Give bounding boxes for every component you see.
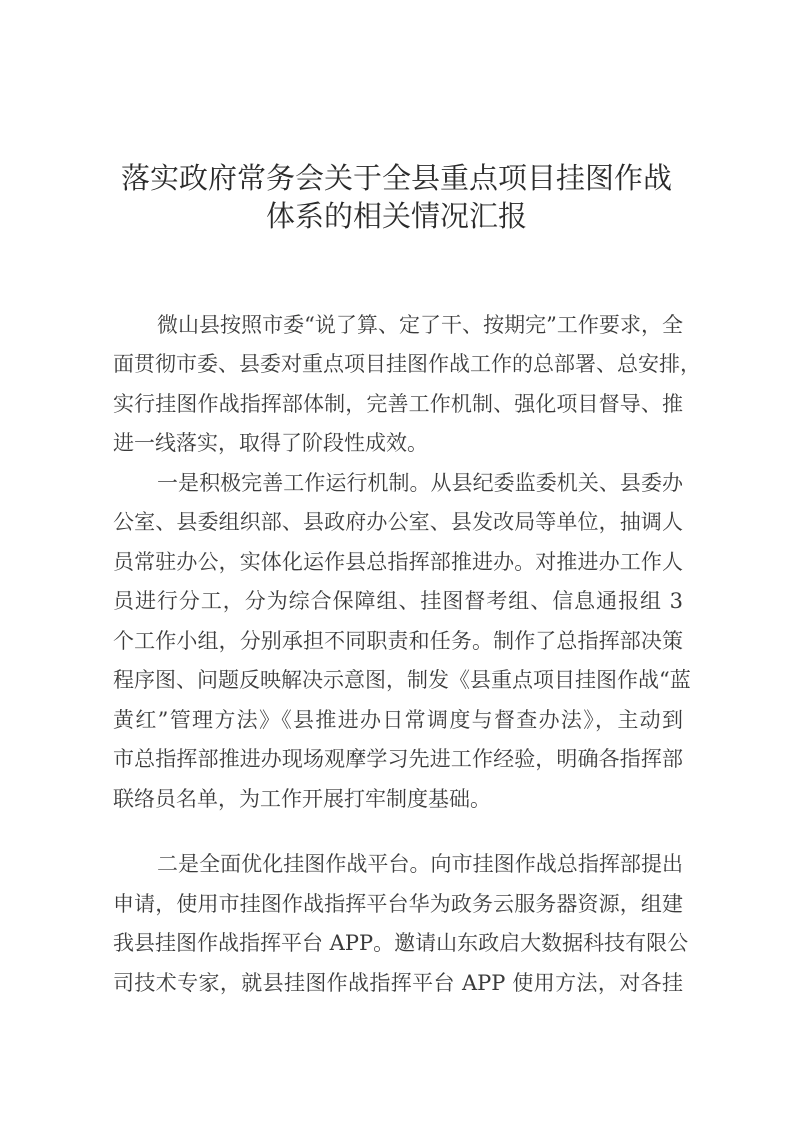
document-title-line-1: 落实政府常务会关于全县重点项目挂图作战 bbox=[120, 161, 672, 195]
text-line: 员进行分工，分为综合保障组、挂图督考组、信息通报组 3 bbox=[113, 589, 683, 613]
text-line: 一是积极完善工作运行机制。从县纪委监委机关、县委办 bbox=[157, 471, 683, 495]
text-line: 个工作小组，分别承担不同职责和任务。制作了总指挥部决策 bbox=[113, 629, 683, 653]
text-line: 二是全面优化挂图作战平台。向市挂图作战总指挥部提出 bbox=[157, 852, 683, 876]
text-line: 黄红”管理方法》《县推进办日常调度与督查办法》，主动到 bbox=[113, 708, 683, 732]
text-line: 申请，使用市挂图作战指挥平台华为政务云服务器资源，组建 bbox=[113, 892, 683, 916]
text-line: 公室、县委组织部、县政府办公室、县发改局等单位，抽调人 bbox=[113, 510, 683, 534]
text-line: 进一线落实，取得了阶段性成效。 bbox=[113, 431, 428, 455]
text-line: 员常驻办公，实体化运作县总指挥部推进办。对推进办工作人 bbox=[113, 550, 683, 574]
text-line: 我县挂图作战指挥平台 APP。邀请山东政启大数据科技有限公 bbox=[113, 931, 689, 955]
text-line: 市总指挥部推进办现场观摩学习先进工作经验，明确各指挥部 bbox=[113, 747, 683, 771]
document-title-line-2: 体系的相关情况汇报 bbox=[265, 199, 527, 233]
text-line: 实行挂图作战指挥部体制，完善工作机制、强化项目督导、推 bbox=[113, 392, 683, 416]
text-line: 司技术专家，就县挂图作战指挥平台 APP 使用方法，对各挂 bbox=[113, 971, 683, 995]
text-line: 程序图、问题反映解决示意图，制发《县重点项目挂图作战“蓝 bbox=[113, 668, 691, 692]
text-line: 面贯彻市委、县委对重点项目挂图作战工作的总部署、总安排， bbox=[113, 352, 701, 376]
text-line: 联络员名单，为工作开展打牢制度基础。 bbox=[113, 787, 491, 811]
text-line: 微山县按照市委“说了算、定了干、按期完”工作要求，全 bbox=[157, 313, 683, 337]
